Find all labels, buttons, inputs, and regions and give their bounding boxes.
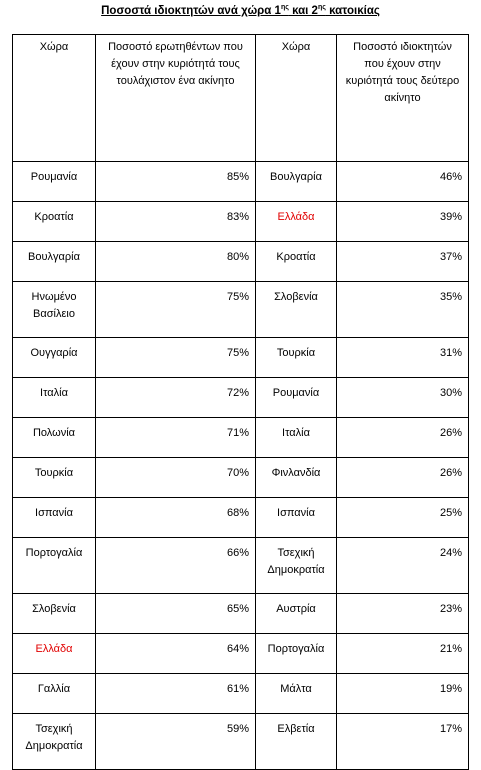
country-cell-1: Ελλάδα: [13, 634, 96, 674]
table-row: [13, 714, 469, 770]
any-property-pct-cell: 65%: [96, 594, 256, 634]
table-header-row: [13, 35, 469, 162]
table-row: [13, 202, 469, 242]
any-property-pct-cell: 80%: [96, 242, 256, 282]
title-text-suffix: κατοικίας: [325, 5, 380, 17]
country-cell-1: Πορτογαλία: [13, 538, 96, 594]
header-country-1: Χώρα: [13, 35, 96, 162]
country-cell-1: Τουρκία: [13, 458, 96, 498]
country-cell-2: Αυστρία: [256, 594, 337, 634]
country-cell-1: Τσεχική Δημοκρατία: [13, 714, 96, 770]
country-cell-2: Ελλάδα: [256, 202, 337, 242]
second-property-pct-cell: 39%: [337, 202, 469, 242]
table-row: [13, 498, 469, 538]
country-cell-2: Πορτογαλία: [256, 634, 337, 674]
country-cell-1: Ισπανία: [13, 498, 96, 538]
table-row: [13, 594, 469, 634]
country-cell-2: Μάλτα: [256, 674, 337, 714]
table-row: [13, 378, 469, 418]
header-any-property-pct: Ποσοστό ερωτηθέντων που έχουν στην κυριότητά τους τουλάχιστον ένα ακίνητο: [96, 35, 256, 162]
any-property-pct-cell: 75%: [96, 282, 256, 338]
second-property-pct-cell: 26%: [337, 458, 469, 498]
table-row: [13, 458, 469, 498]
page-title: [0, 5, 481, 17]
header-country-2: Χώρα: [256, 35, 337, 162]
any-property-pct-cell: 59%: [96, 714, 256, 770]
country-cell-1: Ηνωμένο Βασίλειο: [13, 282, 96, 338]
any-property-pct-cell: 61%: [96, 674, 256, 714]
country-cell-2: Κροατία: [256, 242, 337, 282]
second-property-pct-cell: 37%: [337, 242, 469, 282]
table-row: [13, 282, 469, 338]
country-cell-2: Φινλανδία: [256, 458, 337, 498]
any-property-pct-cell: 83%: [96, 202, 256, 242]
second-property-pct-cell: 23%: [337, 594, 469, 634]
any-property-pct-cell: 64%: [96, 634, 256, 674]
table-row: [13, 162, 469, 202]
country-cell-2: Σλοβενία: [256, 282, 337, 338]
country-cell-2: Ελβετία: [256, 714, 337, 770]
title-text-middle: και 2: [288, 5, 318, 17]
any-property-pct-cell: 66%: [96, 538, 256, 594]
table-body: [13, 162, 469, 770]
second-property-pct-cell: 25%: [337, 498, 469, 538]
header-second-property-pct: Ποσοστό ιδιοκτητών που έχουν στην κυριότητά τους δεύτερο ακίνητο: [337, 35, 469, 162]
country-cell-1: Ρουμανία: [13, 162, 96, 202]
country-cell-1: Κροατία: [13, 202, 96, 242]
country-cell-2: Τουρκία: [256, 338, 337, 378]
second-property-pct-cell: 26%: [337, 418, 469, 458]
any-property-pct-cell: 71%: [96, 418, 256, 458]
any-property-pct-cell: 68%: [96, 498, 256, 538]
second-property-pct-cell: 19%: [337, 674, 469, 714]
country-cell-2: Ισπανία: [256, 498, 337, 538]
country-cell-2: Ρουμανία: [256, 378, 337, 418]
country-cell-1: Γαλλία: [13, 674, 96, 714]
title-text: Ποσοστά ιδιοκτητών ανά χώρα 1: [101, 5, 281, 17]
country-cell-1: Ιταλία: [13, 378, 96, 418]
title-ordinal-2: ης: [317, 4, 326, 12]
second-property-pct-cell: 24%: [337, 538, 469, 594]
country-cell-1: Πολωνία: [13, 418, 96, 458]
table-row: [13, 338, 469, 378]
second-property-pct-cell: 17%: [337, 714, 469, 770]
table-row: [13, 418, 469, 458]
table-row: [13, 242, 469, 282]
second-property-pct-cell: 35%: [337, 282, 469, 338]
title-ordinal-1: ης: [280, 4, 289, 12]
second-property-pct-cell: 30%: [337, 378, 469, 418]
second-property-pct-cell: 31%: [337, 338, 469, 378]
ownership-table: [12, 34, 469, 770]
second-property-pct-cell: 21%: [337, 634, 469, 674]
country-cell-2: Τσεχική Δημοκρατία: [256, 538, 337, 594]
country-cell-2: Ιταλία: [256, 418, 337, 458]
second-property-pct-cell: 46%: [337, 162, 469, 202]
any-property-pct-cell: 70%: [96, 458, 256, 498]
country-cell-1: Βουλγαρία: [13, 242, 96, 282]
any-property-pct-cell: 85%: [96, 162, 256, 202]
any-property-pct-cell: 72%: [96, 378, 256, 418]
any-property-pct-cell: 75%: [96, 338, 256, 378]
country-cell-2: Βουλγαρία: [256, 162, 337, 202]
country-cell-1: Ουγγαρία: [13, 338, 96, 378]
country-cell-1: Σλοβενία: [13, 594, 96, 634]
table-row: [13, 674, 469, 714]
table-row: [13, 634, 469, 674]
table-row: [13, 538, 469, 594]
